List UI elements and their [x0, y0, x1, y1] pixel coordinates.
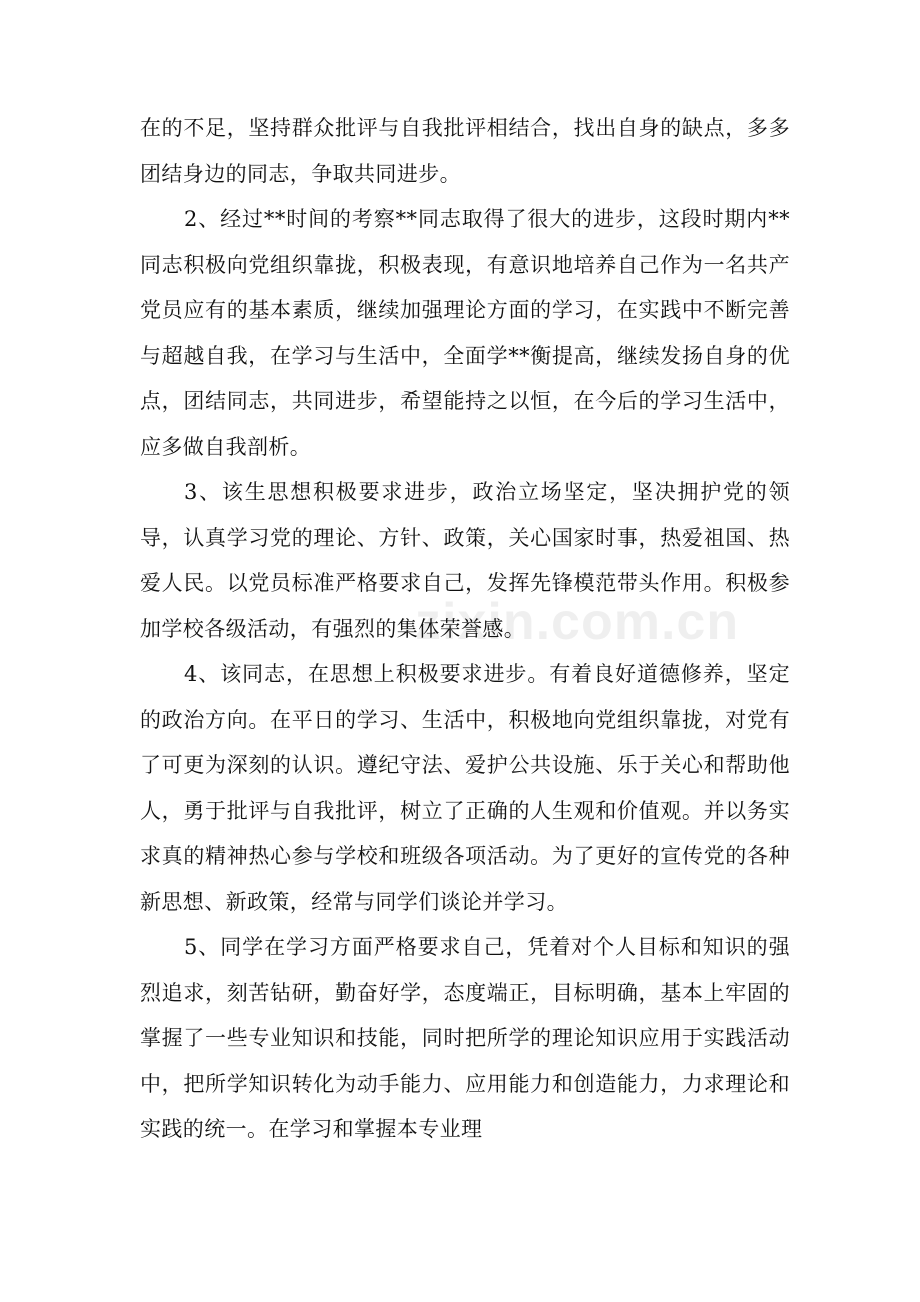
- paragraph-item-3: 3、该生思想积极要求进步，政治立场坚定，坚决拥护党的领导，认真学习党的理论、方针、政策，关心国家时事，热爱祖国、热爱人民。以党员标准严格要求自己，发挥先锋模范带头作用。积极参加学校各级活动，有强烈的集体荣誉感。: [140, 480, 790, 641]
- paragraph-item-4: 4、该同志，在思想上积极要求进步。有着良好道德修养，坚定的政治方向。在平日的学习、生活中，积极地向党组织靠拢，对党有了可更为深刻的认识。遵纪守法、爱护公共设施、乐于关心和帮助他人，勇于批评与自我批评，树立了正确的人生观和价值观。并以务实求真的精神热心参与学校和班级各项活动。为了更好的宣传党的各种新思想、新政策，经常与同学们谈论并学习。: [140, 662, 790, 914]
- paragraph-item-2: 2、经过**时间的考察**同志取得了很大的进步，这段时期内**同志积极向党组织靠拢，积极表现，有意识地培养自己作为一名共产党员应有的基本素质，继续加强理论方面的学习，在实践中不断完善与超越自我，在学习与生活中，全面学**衡提高，继续发扬自身的优点，团结同志，共同进步，希望能持之以恒，在今后的学习生活中，应多做自我剖析。: [140, 207, 790, 459]
- watermark: zixin.com.cn: [415, 593, 740, 651]
- paragraph-continuation: 在的不足，坚持群众批评与自我批评相结合，找出自身的缺点，多多团结身边的同志，争取共同进步。: [140, 116, 790, 186]
- paragraph-item-5: 5、同学在学习方面严格要求自己，凭着对个人目标和知识的强烈追求，刻苦钻研，勤奋好学，态度端正，目标明确，基本上牢固的掌握了一些专业知识和技能，同时把所学的理论知识应用于实践活动中，把所学知识转化为动手能力、应用能力和创造能力，力求理论和实践的统一。在学习和掌握本专业理: [140, 935, 790, 1141]
